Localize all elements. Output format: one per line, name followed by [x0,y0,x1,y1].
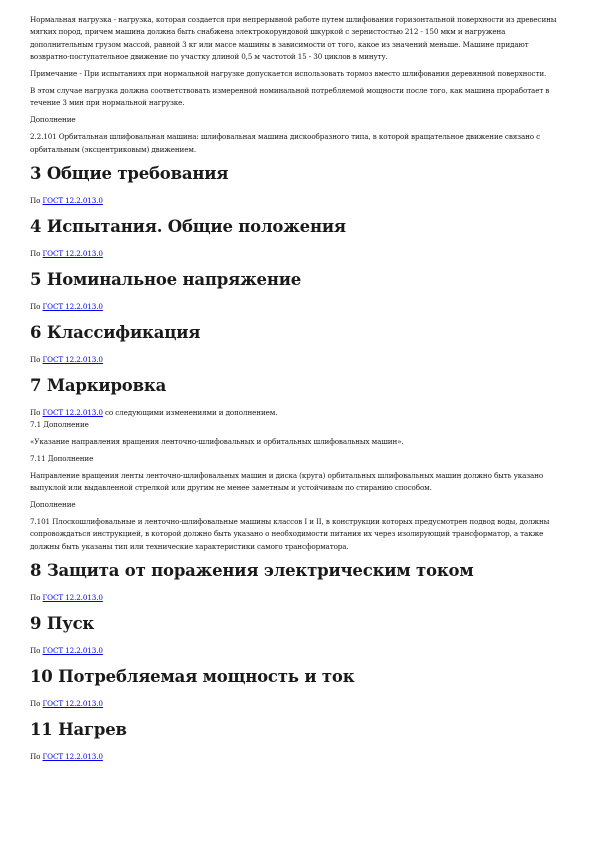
gost-link[interactable]: ГОСТ 12.2.013.0 [42,355,103,365]
section-7-reference [30,407,565,419]
section-heading-8: 8 Защита от поражения электрическим током [30,561,474,581]
paragraph-7-11: 7.11 Дополнение [30,453,94,463]
gost-link[interactable]: ГОСТ 12.2.013.0 [42,593,103,603]
paragraph-7-1: 7.1 Дополнение [30,420,89,430]
section-11-reference [30,751,565,763]
ref-prefix: По [30,249,41,259]
paragraph-7-101: 7.101 Плоскошлифовальные и ленточно-шлифовальные машины классов I и II, в конструкции которых предусмотрен подвод воды, должны сопровождаться инструкцией, в которой должно быть указано о необходимости питания их через изолирующий трансформатор, а также должны быть указаны тип или технические характеристики самого трансформатора. [30,517,550,551]
paragraph-7-1-text: «Указание направления вращения ленточно-шлифовальных и орбитальных шлифовальных машин». [30,436,404,446]
paragraph-load-condition: В этом случае нагрузка должна соответствовать измеренной номинальной потребляемой мощности после того, как машина проработает в течение 3 мин при нормальной нагрузке. [30,86,550,108]
gost-link[interactable]: ГОСТ 12.2.013.0 [42,752,103,762]
ref-prefix: По [30,355,41,365]
ref-prefix: По [30,699,41,709]
section-3-reference [30,195,565,207]
section-8-reference [30,592,565,604]
paragraph-7-11-text: Направление вращения ленты ленточно-шлифовальных машин и диска (круга) орбитальных шлифовальных машин должно быть указано выпуклой или выдавленной стрелкой или другим не менее заметным и устойчивым по стиранию способом. [30,470,544,493]
ref-prefix: По [30,408,41,418]
paragraph-normal-load: Нормальная нагрузка - нагрузка, которая создается при непрерывной работе путем шлифования горизонтальной поверхности из древесины мягких пород, причем машина должна быть снабжена электрокорундовой шкуркой с зернистостью 212 - 150 мкм и нагружена дополнительным грузом массой, равной 3 кг или массе машины в зависимости от того, какое из значений меньше. Машине придают возвратно-поступательное движение по участку длиной 0,5 м частотой 15 - 30 циклов в минуту. [30,15,557,62]
ref-prefix: По [30,646,41,656]
section-heading-7: 7 Маркировка [30,376,167,396]
ref-prefix: По [30,196,41,206]
section-9-reference [30,645,565,657]
section-heading-3: 3 Общие требования [30,164,229,184]
section-heading-5: 5 Номинальное напряжение [30,270,302,290]
ref-suffix: со следующими изменениями и дополнением. [105,408,278,418]
gost-link[interactable]: ГОСТ 12.2.013.0 [42,249,103,259]
paragraph-note: Примечание - При испытаниях при нормальной нагрузке допускается использовать тормоз вместо шлифования деревянной поверхности. [30,69,547,79]
section-heading-4: 4 Испытания. Общие положения [30,217,346,237]
section-6-reference [30,354,565,366]
document-page [30,14,565,763]
gost-link[interactable]: ГОСТ 12.2.013.0 [42,302,103,312]
section-5-reference [30,301,565,313]
paragraph-addition-label: Дополнение [30,500,76,510]
gost-link[interactable]: ГОСТ 12.2.013.0 [42,196,103,206]
paragraph-addition-label: Дополнение [30,115,76,125]
section-heading-11: 11 Нагрев [30,720,127,740]
section-heading-6: 6 Классификация [30,323,201,343]
section-10-reference [30,698,565,710]
section-heading-10: 10 Потребляемая мощность и ток [30,667,355,687]
gost-link[interactable]: ГОСТ 12.2.013.0 [42,408,103,418]
section-4-reference [30,248,565,260]
section-heading-9: 9 Пуск [30,614,95,634]
ref-prefix: По [30,302,41,312]
paragraph-orbital-definition: 2.2.101 Орбитальная шлифовальная машина: шлифовальная машина дискообразного типа, в которой вращательное движение связано с орбитальным (эксцентриковым) движением. [30,132,541,154]
gost-link[interactable]: ГОСТ 12.2.013.0 [42,699,103,709]
ref-prefix: По [30,593,41,603]
ref-prefix: По [30,752,41,762]
gost-link[interactable]: ГОСТ 12.2.013.0 [42,646,103,656]
